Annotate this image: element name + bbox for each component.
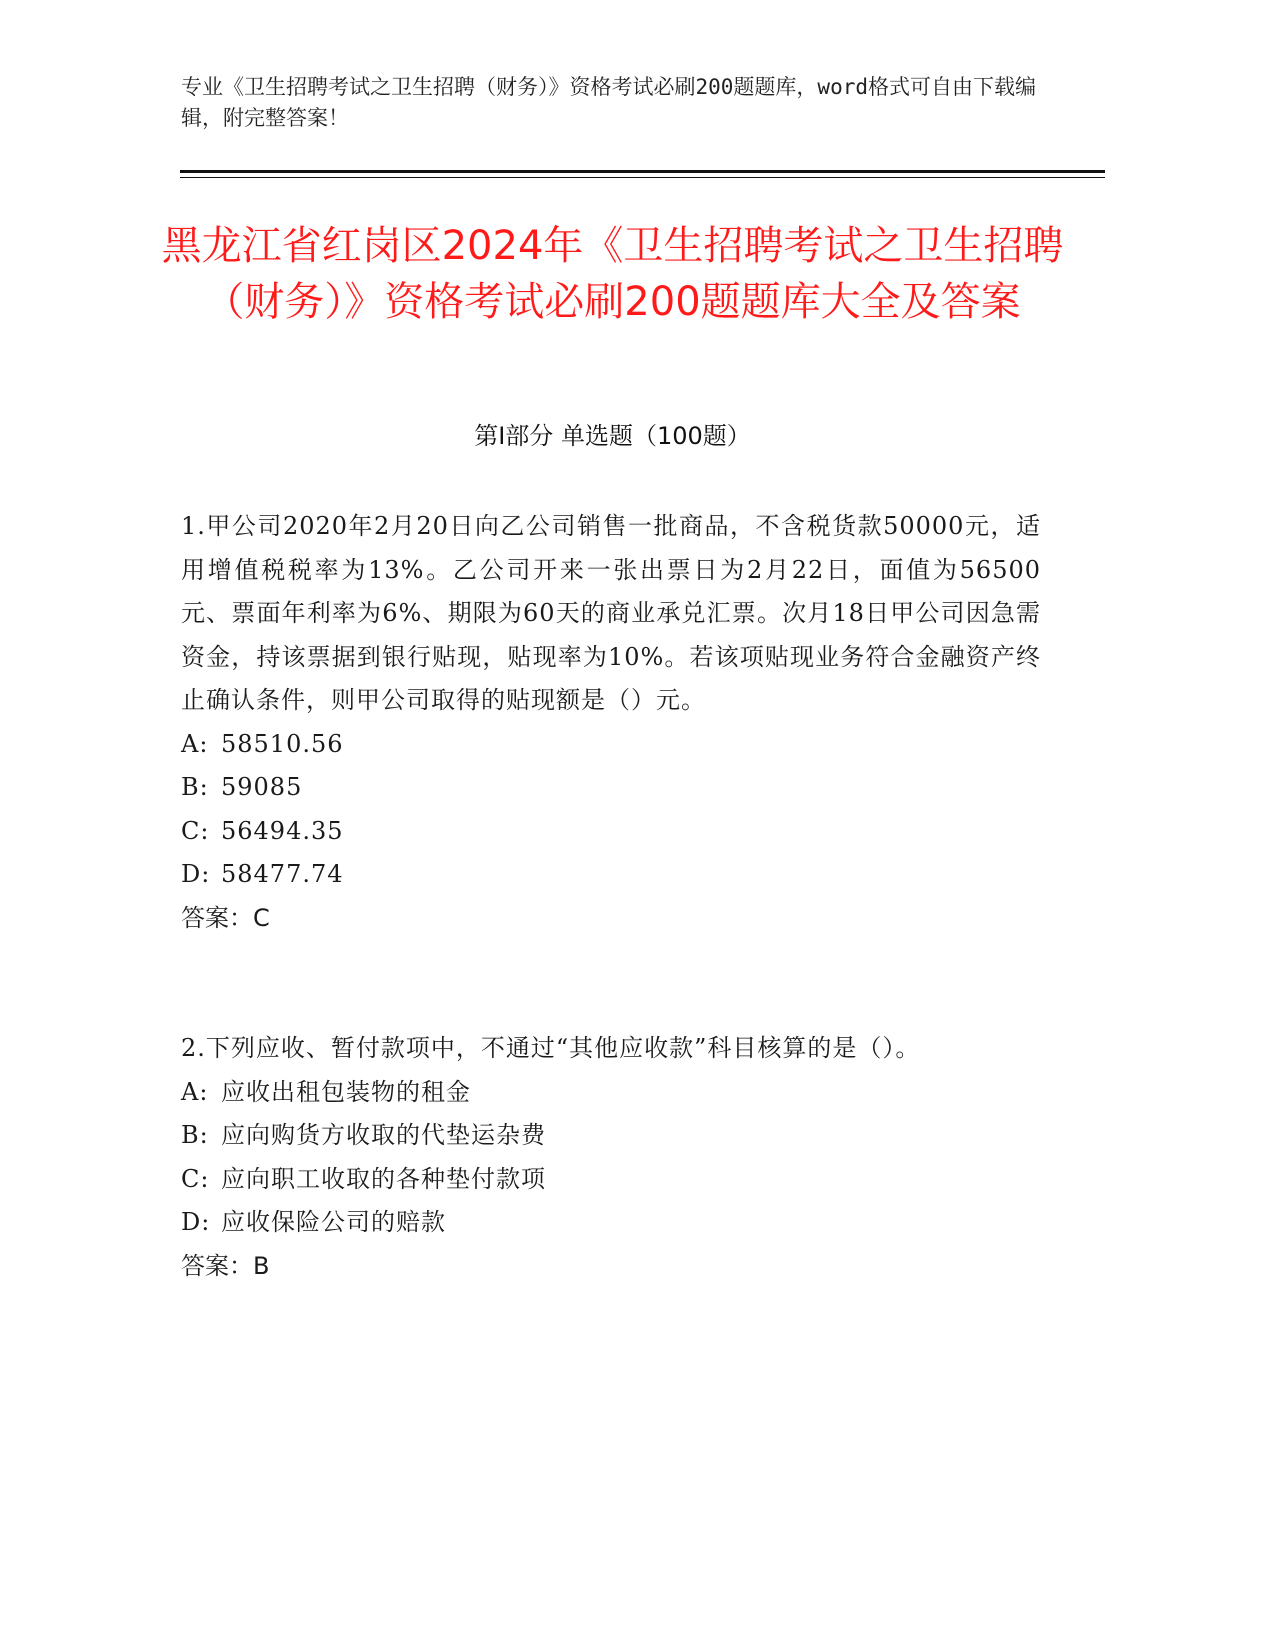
option-d <box>181 1201 1041 1245</box>
answer-line: 答案：B <box>181 1251 270 1280</box>
option-letter: A: <box>181 729 209 758</box>
option-a <box>181 1071 1041 1115</box>
header-note: 专业《卫生招聘考试之卫生招聘（财务）》资格考试必刷200题题库，word格式可自由下载编辑，附完整答案！ <box>181 75 1036 130</box>
option-text: 59085 <box>221 773 303 801</box>
header-rule-thin <box>180 177 1105 178</box>
option-text: 应向购货方收取的代垫运杂费 <box>221 1121 546 1149</box>
option-c <box>181 1158 1041 1202</box>
option-text: 58510.56 <box>221 729 344 758</box>
option-text: 58477.74 <box>221 860 344 888</box>
option-text: 应收保险公司的赔款 <box>221 1208 446 1236</box>
document-title: 黑龙江省红岗区2024年《卫生招聘考试之卫生招聘（财务）》资格考试必刷200题题库大全及答案 <box>161 223 1064 325</box>
question-2 <box>181 1027 1041 1288</box>
option-letter: C: <box>181 816 210 845</box>
option-text: 56494.35 <box>221 816 344 845</box>
section-title: 第Ⅰ部分 单选题（100题） <box>474 422 751 450</box>
option-letter: C: <box>181 1164 210 1193</box>
header-rule-thick <box>180 170 1105 173</box>
option-text: 应向职工收取的各种垫付款项 <box>221 1164 546 1193</box>
question-stem: 1.甲公司2020年2月20日向乙公司销售一批商品，不含税货款50000元，适用增值税税率为13%。乙公司开来一张出票日为2月22日，面值为56500元、票面年利率为6%、期限为60天的商业承兑汇票。次月18日甲公司因急需资金，持该票据到银行贴现，贴现率为10%。若该项贴现业务符合金融资产终止确认条件，则甲公司取得的贴现额是（）元。 <box>181 512 1041 714</box>
option-d <box>181 853 1041 897</box>
option-b <box>181 1114 1041 1158</box>
option-text: 应收出租包装物的租金 <box>221 1077 471 1106</box>
answer-line: 答案：C <box>181 903 270 932</box>
option-letter: D: <box>181 1208 211 1236</box>
option-letter: A: <box>181 1077 209 1106</box>
option-letter: B: <box>181 1121 209 1149</box>
option-a <box>181 723 1041 767</box>
option-letter: D: <box>181 860 211 888</box>
option-c <box>181 810 1041 854</box>
question-1 <box>181 505 1041 940</box>
question-stem: 2.下列应收、暂付款项中，不通过“其他应收款”科目核算的是（）。 <box>181 1034 921 1062</box>
option-b <box>181 766 1041 810</box>
option-letter: B: <box>181 773 209 801</box>
